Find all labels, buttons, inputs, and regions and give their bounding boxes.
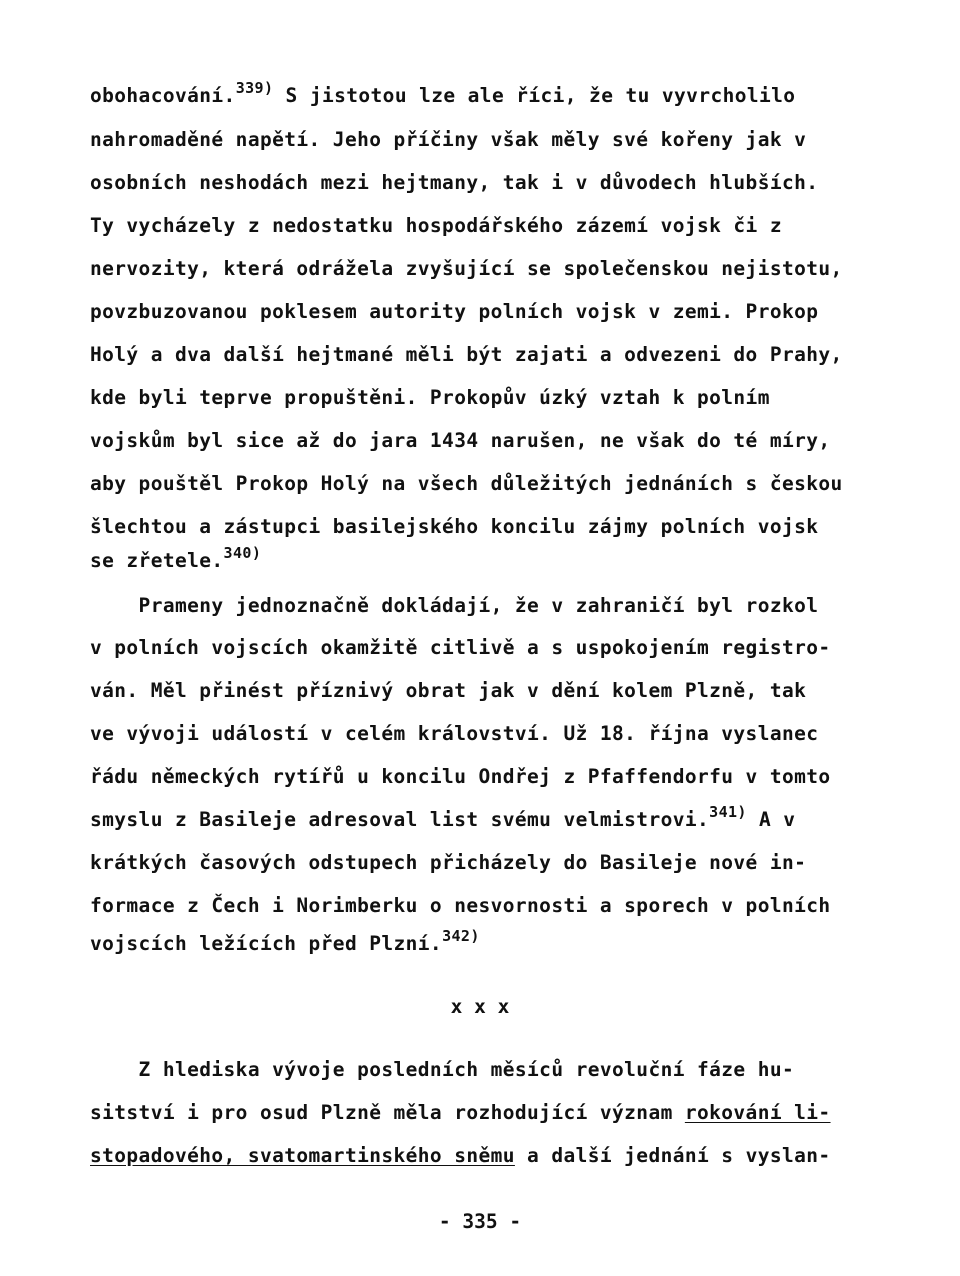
text-fragment: obohacování. [90, 84, 236, 107]
footnote-ref-341: 341) [709, 803, 747, 821]
text-line: Z hlediska vývoje posledních měsíců revoluční fáze hu- [90, 1058, 795, 1081]
footnote-ref-339: 339) [235, 79, 274, 97]
text-fragment: smyslu z Basileje adresoval list svému velmistrovi. [90, 808, 710, 831]
text-line: osobních neshodách mezi hejtmany, tak i v důvodech hlubších. [90, 171, 819, 194]
footnote-ref-340: 340) [223, 544, 262, 562]
text-line: krátkých časových odstupech přicházely do Basileje nové in- [90, 851, 807, 874]
text-line [90, 1101, 831, 1125]
text-line: vojskům byl sice až do jara 1434 narušen, ne však do té míry, [90, 429, 831, 452]
text-fragment: se zřetele. [90, 549, 224, 572]
text-line [90, 927, 480, 957]
text-fragment: A v [746, 808, 796, 831]
text-fragment: vojscích ležících před Plzní. [90, 932, 443, 955]
text-fragment: sitství i pro osud Plzně měla rozhodující význam [90, 1101, 685, 1124]
text-line: Holý a dva další hejtmané měli být zajati a odvezeni do Prahy, [90, 343, 843, 366]
text-line: nahromaděné napětí. Jeho příčiny však měly své kořeny jak v [90, 128, 807, 151]
text-line: řádu německých rytířů u koncilu Ondřej z Pfaffendorfu v tomto [90, 765, 831, 788]
text-line: formace z Čech i Norimberku o nesvornosti a sporech v polních [90, 894, 831, 917]
text-line [90, 1144, 831, 1168]
text-line: ván. Měl přinést příznivý obrat jak v dění kolem Plzně, tak [90, 679, 807, 702]
text-line: kde byli teprve propuštěni. Prokopův úzký vztah k polním [90, 386, 770, 409]
text-line [90, 79, 796, 109]
underlined-text: stopadového, svatomartinského sněmu [90, 1144, 515, 1167]
text-fragment: a další jednání s vyslan- [514, 1144, 831, 1167]
text-line [90, 544, 262, 574]
text-line: Prameny jednoznačně dokládají, že v zahraničí byl rozkol [90, 594, 819, 617]
text-line: v polních vojscích okamžitě citlivě a s uspokojením registro- [90, 636, 831, 659]
page-number: - 335 - [438, 1210, 522, 1233]
section-separator: x x x [450, 995, 510, 1018]
text-line: šlechtou a zástupci basilejského koncilu zájmy polních vojsk [90, 515, 819, 538]
text-fragment: S jistotou lze ale říci, že tu vyvrcholilo [273, 84, 796, 107]
text-line: Ty vycházely z nedostatku hospodářského zázemí vojsk či z [90, 214, 782, 237]
text-line [90, 803, 796, 833]
text-line: aby pouštěl Prokop Holý na všech důležitých jednáních s českou [90, 472, 843, 495]
text-line: nervozity, která odrážela zvyšující se společenskou nejistotu, [90, 257, 843, 280]
text-line: ve vývoji událostí v celém království. Už 18. října vyslanec [90, 722, 819, 745]
underlined-text: rokování li- [684, 1101, 831, 1124]
footnote-ref-342: 342) [442, 927, 480, 945]
text-line: povzbuzovanou poklesem autority polních vojsk v zemi. Prokop [90, 300, 819, 323]
